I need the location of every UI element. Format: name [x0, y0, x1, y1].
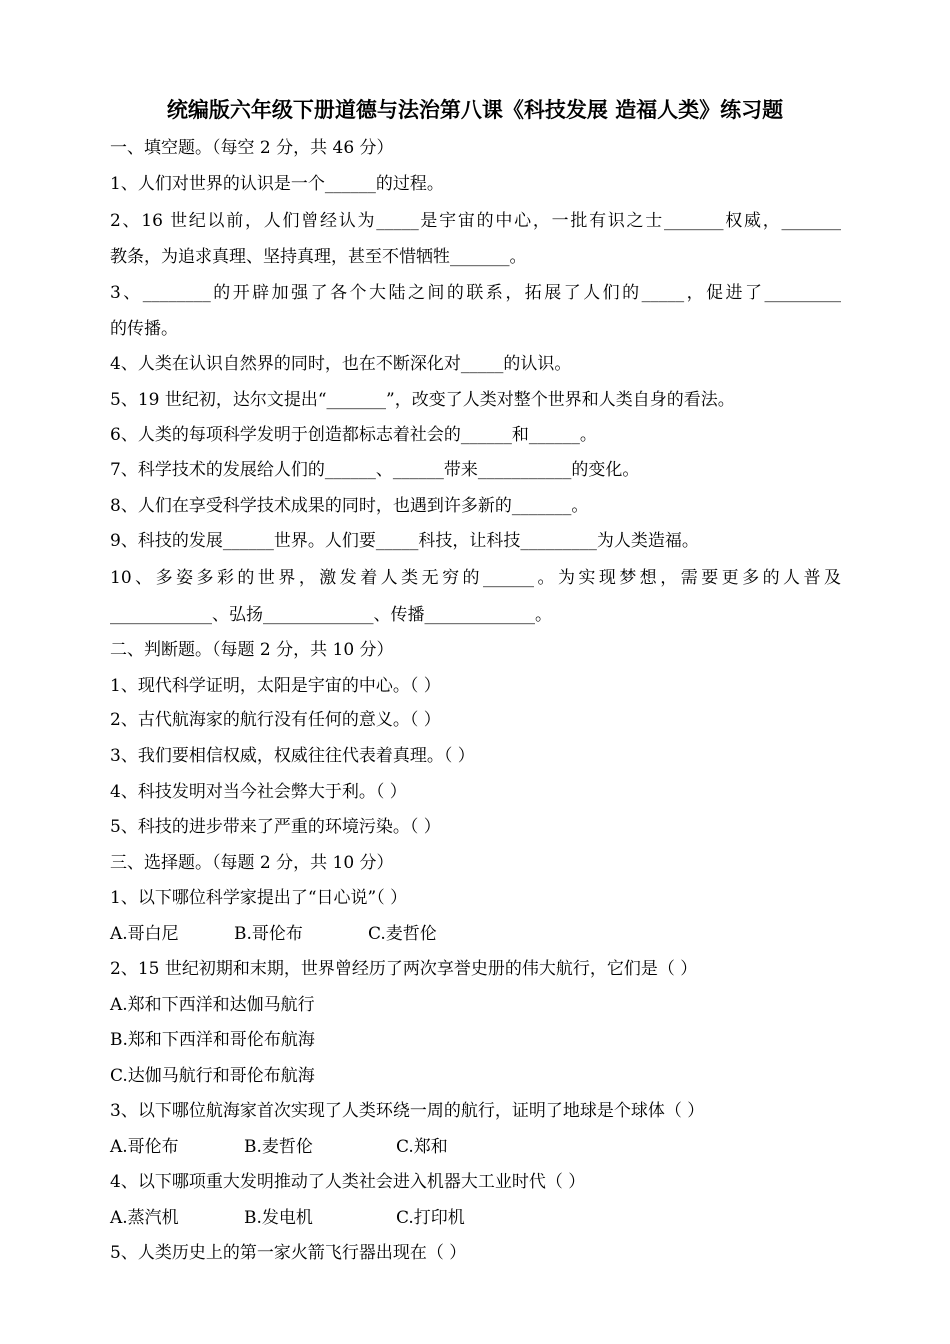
choice-option-c: C.郑和	[396, 1137, 448, 1157]
choice-question-2-option-c: C.达伽马航行和哥伦布航海	[110, 1066, 315, 1086]
fill-question-5: 5、19 世纪初，达尔文提出“_______”，改变了人类对整个世界和人类自身的看法。	[110, 390, 735, 410]
fill-question-2-line-1: 2、16 世纪以前，人们曾经认为_____是宇宙的中心，一批有识之士_______权威，_______	[110, 211, 841, 231]
choice-option-c: C.麦哲伦	[368, 924, 437, 944]
fill-question-4: 4、人类在认识自然界的同时，也在不断深化对_____的认识。	[110, 354, 572, 374]
choice-option-a: A.哥白尼	[110, 924, 179, 944]
choice-option-a: A.哥伦布	[110, 1137, 179, 1157]
judge-question-1: 1、现代科学证明，太阳是宇宙的中心。（ ）	[110, 676, 441, 696]
choice-option-b: B.哥伦布	[234, 924, 303, 944]
fill-question-10-line-2: ____________、弘扬_____________、传播_____________。	[110, 605, 552, 625]
section1-heading: 一、填空题。（每空 2 分，共 46 分）	[110, 138, 394, 158]
fill-question-7: 7、科学技术的发展给人们的______、______带来___________的变化。	[110, 460, 640, 480]
choice-question-5-stem: 5、人类历史上的第一家火箭飞行器出现在（ ）	[110, 1243, 467, 1263]
choice-option-a: A.蒸汽机	[110, 1208, 179, 1228]
choice-question-1-stem: 1、以下哪位科学家提出了“日心说”（ ）	[110, 888, 408, 908]
fill-question-3-line-2: 的传播。	[110, 319, 178, 339]
fill-question-2-line-2: 教条，为追求真理、坚持真理，甚至不惜牺牲_______。	[110, 247, 527, 267]
section2-heading: 二、判断题。（每题 2 分，共 10 分）	[110, 640, 394, 660]
choice-question-3-stem: 3、以下哪位航海家首次实现了人类环绕一周的航行，证明了地球是个球体（ ）	[110, 1101, 705, 1121]
fill-question-3-line-1: 3、________的开辟加强了各个大陆之间的联系，拓展了人们的_____，促进了_________	[110, 283, 841, 303]
fill-question-8: 8、人们在享受科学技术成果的同时，也遇到许多新的_______。	[110, 496, 589, 516]
choice-question-2-stem: 2、15 世纪初期和末期，世界曾经历了两次享誉史册的伟大航行，它们是（ ）	[110, 959, 698, 979]
page-title: 统编版六年级下册道德与法治第八课《科技发展 造福人类》练习题	[166, 97, 784, 122]
choice-question-4-options	[110, 1206, 465, 1230]
choice-option-c: C.打印机	[396, 1208, 465, 1228]
judge-question-4: 4、科技发明对当今社会弊大于利。（ ）	[110, 782, 407, 802]
judge-question-5: 5、科技的进步带来了严重的环境污染。（ ）	[110, 817, 441, 837]
choice-question-4-stem: 4、以下哪项重大发明推动了人类社会进入机器大工业时代（ ）	[110, 1172, 586, 1192]
judge-question-3: 3、我们要相信权威，权威往往代表着真理。（ ）	[110, 746, 475, 766]
section3-heading: 三、选择题。（每题 2 分，共 10 分）	[110, 853, 394, 873]
judge-question-2: 2、古代航海家的航行没有任何的意义。（ ）	[110, 710, 441, 730]
fill-question-1: 1、人们对世界的认识是一个______的过程。	[110, 174, 444, 194]
choice-question-1-options	[110, 922, 437, 946]
fill-question-10-line-1: 10、多姿多彩的世界，激发着人类无穷的______。为实现梦想，需要更多的人普及	[110, 568, 841, 588]
fill-question-6: 6、人类的每项科学发明于创造都标志着社会的______和______。	[110, 425, 597, 445]
choice-option-b: B.发电机	[244, 1208, 313, 1228]
choice-option-b: B.麦哲伦	[244, 1137, 313, 1157]
choice-question-2-option-a: A.郑和下西洋和达伽马航行	[110, 995, 315, 1015]
fill-question-9: 9、科技的发展______世界。人们要_____科技，让科技_________为人类造福。	[110, 531, 699, 551]
choice-question-2-option-b: B.郑和下西洋和哥伦布航海	[110, 1030, 315, 1050]
choice-question-3-options	[110, 1135, 448, 1159]
